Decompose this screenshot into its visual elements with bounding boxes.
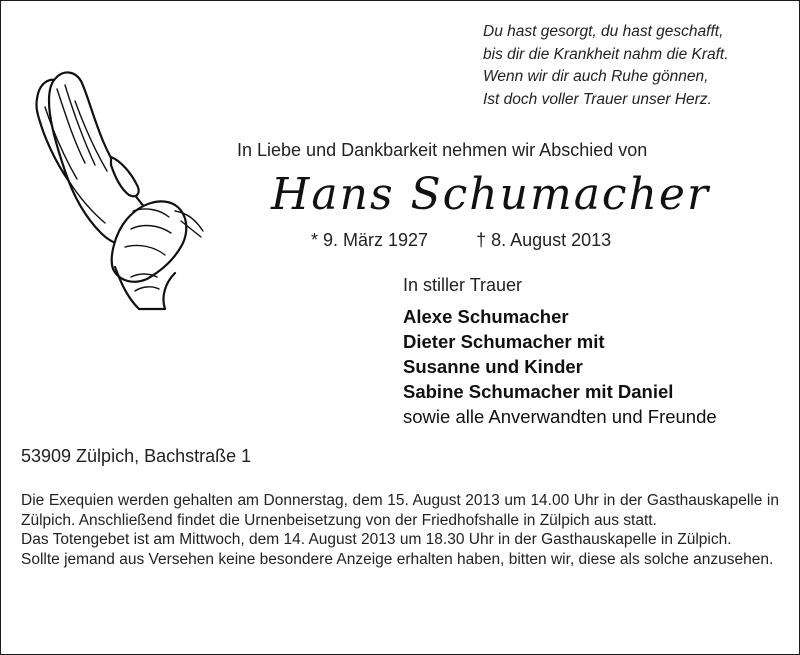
mourner-name: Alexe Schumacher bbox=[403, 306, 569, 327]
death-date: † 8. August 2013 bbox=[476, 230, 612, 250]
mourner-name: Dieter Schumacher mit bbox=[403, 331, 605, 352]
mourning-heading: In stiller Trauer bbox=[403, 275, 523, 295]
details-paragraph: Das Totengebet ist am Mittwoch, dem 14. August 2013 um 18.30 Uhr in der Gasthauskapelle in Zülpich. bbox=[21, 531, 732, 548]
poem-line: Wenn wir dir auch Ruhe gönnen, bbox=[483, 68, 709, 85]
praying-hands-icon bbox=[15, 61, 207, 313]
birth-date: * 9. März 1927 bbox=[311, 230, 429, 250]
poem-line: bis dir die Krankheit nahm die Kraft. bbox=[483, 45, 729, 63]
service-details bbox=[21, 491, 779, 569]
poem bbox=[483, 21, 729, 111]
mourner-name: Sabine Schumacher mit Daniel bbox=[403, 381, 674, 402]
details-paragraph: Die Exequien werden gehalten am Donnerstag, dem 15. August 2013 um 14.00 Uhr in der Gasthauskapelle in Zülpich. Anschließend findet die Urnenbeisetzung von der Friedhofshalle in Zülpich aus statt. bbox=[21, 492, 779, 529]
intro-text: In Liebe und Dankbarkeit nehmen wir Abschied von bbox=[237, 140, 648, 160]
mourner-name: Susanne und Kinder bbox=[403, 356, 583, 377]
life-dates bbox=[311, 230, 611, 251]
address: 53909 Zülpich, Bachstraße 1 bbox=[21, 446, 252, 466]
poem-line: Ist doch voller Trauer unser Herz. bbox=[483, 90, 712, 108]
deceased-name: Hans Schumacher bbox=[271, 169, 710, 220]
poem-line: Du hast gesorgt, du hast geschafft, bbox=[483, 23, 724, 40]
mourner-closing: sowie alle Anverwandten und Freunde bbox=[403, 406, 717, 427]
mourner-list bbox=[403, 304, 717, 429]
details-paragraph: Sollte jemand aus Versehen keine besondere Anzeige erhalten haben, bitten wir, diese als solche anzusehen. bbox=[21, 550, 774, 568]
